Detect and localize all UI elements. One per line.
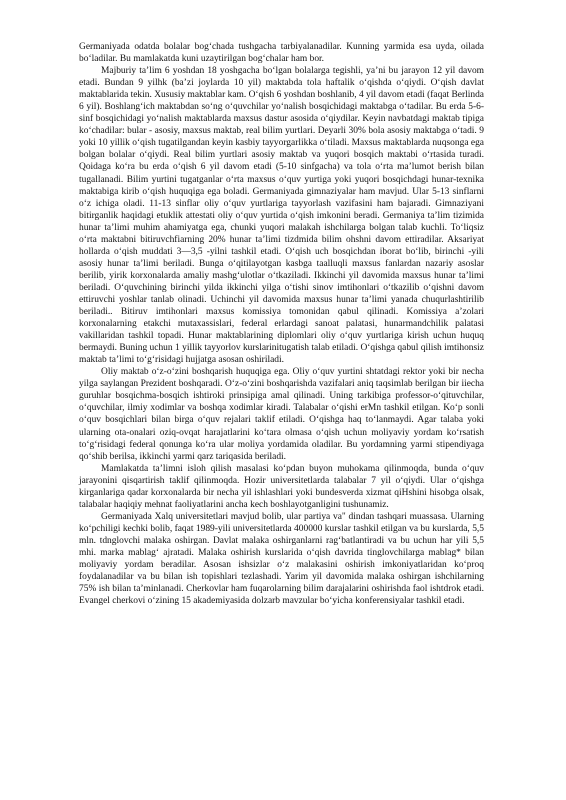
paragraph: Germaniyada Xalq universitetlari mavjud bolib, ular partiya va" dindan tashqari muassasa. Ularning ko‘pchiligi kechki bolib, faqat 1989-yili universitetlarda 400000 kurslar tashkil etilgan va bu kurslarda, 5,5 mln. tdnglovchi malaka oshirgan. Davlat malaka oshirganlarni rag‘batlantiradi va bu uchun har yili 5,5 mhi. marka mablag‘ ajratadi. Malaka oshirish kurslarida o‘qish davrida tinglovchilarga mablag* bilan moliyaviy yordam beradilar. Asosan ishsizlar o‘z malakasini oshirish imkoniyatlaridan ko‘proq foydalanadilar va bu bilan ish topishlari tezlashadi. Yarim yil davomida malaka oshirgan ishchilarning 75% ish bilan ta’minlanadi. Cherkovlar ham fuqarolarning bilim darajalarini oshirishda faol ishtdrok etadi. Evangel cherkovi o‘zining 15 akademiyasida dolzarb mavzular bo‘yicha konferensiyalar tashkil etadi. <box>79 511 484 607</box>
paragraph: Majburiy ta’lim 6 yoshdan 18 yoshgacha bo‘lgan bolalarga tegishli, ya’ni bu jarayon 12 yil davom etadi. Bundan 9 yilhk (ba’zi joylarda 10 yil) maktabda tola haftalik o‘qishda o‘qiydi. O‘qish davlat maktablarida tekin. Xususiy maktablar kam. O‘qish 6 yoshdan boshlanib, 4 yil davom etadi (faqat Berlinda 6 yil). Boshlang‘ich maktabdan so‘ng o‘quvchilar yo‘nalish bosqichidagi maktabga o‘tadilar. Bu erda 5-6- sinf bosqichidagi yo‘nalish maktablarda maxsus dastur asosida o‘qiydilar. Keyin navbatdagi maktab tipiga ko‘chadilar: bular - asosiy, maxsus maktab, real bilim yurtlari. Deyarli 30% bola asosiy maktabga o‘tadi. 9 yoki 10 yillik o‘qish tugatilgandan keyin kasbiy tayyorgarlikka o‘tiladi. Maxsus maktablarda nuqsonga ega bolgan bolalar o‘qiydi. Real bilim yurtlari asosiy maktab va yuqori bosqich maktabi o‘rtasida turadi. Qoidaga ko‘ra bu erda o‘qish 6 yil davom etadi (5-10 sinfgacha) va tola o‘rta ma’lumot berish bilan tugallanadi. Bilim yurtini tugatganlar o‘rta maxsus o‘quv yurtiga yoki yuqori bosqichdagi hunar-texnika maktabiga kirib o‘qish huquqiga ega boladi. Germaniyada gimnaziyalar ham mavjud. Ular 5-13 sinflarni o‘z ichiga oladi. 11-13 sinflar oliy o‘quv yurtlariga tayyorlash vazifasini ham bajaradi. Gimnaziyani bitirganlik haqidagi etuklik attestati oliy o‘quv yurtida o‘qish imkonini beradi. Germaniya ta’lim tizimida hunar ta’limi muhim ahamiyatga ega, chunki yuqori malakah ishchilarga bolgan talab kuchli. To‘liqsiz o‘rta maktabni bitiruvchfiarning 20% hunar ta’limi tizdmida bilim ohshni davom ettiradilar. Aksariyat hollarda o‘qish muddati 3—3,5 -yilni tashkil etadi. O‘qish uch bosqichdan iborat bo‘lib, birinchi -yili asosiy hunar ta’limi beriladi. Bunga o‘qitilayotgan kasbga taalluqli maxsus fanlardan nazariy asoslar berilib, yirik korxonalarda amaliy mashg‘ulotlar o‘tkaziladi. Ikkinchi yil davomida maxsus hunar ta’limi beriladi. O‘quvchining birinchi yilda ikkinchi yilga o‘tishi sinov imtihonlari o‘tkazilib o‘qishni davom ettiruvchi yoshlar tanlab olinadi. Uchinchi yil davomida maxsus hunar ta’limi yanada chuqurlashtirilib beriladi.. Bitiruv imtihonlari maxsus komissiya tomonidan qabul qilinadi. Komissiya a’zolari korxonalarning etakchi mutaxassislari, federal erlardagi sanoat palatasi, hunarmandchilik palatasi vakillaridan tashkil topadi. Hunar maktablarining diplomlari oliy o‘quv yurtlariga kirish uchun huquq bermaydi. Buning uchun 1 yillik tayyorlov kurslarinitugatish talab etiladi. O‘qishga qabul qilish imtihonsiz maktab ta’limi to‘g‘risidagi hujjatga asosan oshiriladi. <box>79 66 484 366</box>
paragraph: Mamlakatda ta’limni isloh qilish masalasi ko‘pdan buyon muhokama qilinmoqda, bunda o‘quv jarayonini qisqartirish taklif qilinmoqda. Hozir universitetlarda talabalar 7 yil o‘qiydi. Ular o‘qishga kirganlariga qadar korxonalarda bir necha yil ishlashlari yoki bundesverda xizmat qiHshini hisobga olsak, talabalar haqiqiy mehnat faoliyatlarini ancha kech boshlayotganligini tushunamiz. <box>79 463 484 510</box>
paragraph: Germaniyada odatda bolalar bog‘chada tushgacha tarbiyalanadilar. Kunning yarmida esa uyda, oilada bo‘ladilar. Bu mamlakatda kuni uzaytirilgan bog‘chalar ham bor. <box>79 42 484 65</box>
paragraph: Oliy maktab o‘z-o‘zini boshqarish huquqiga ega. Oliy o‘quv yurtini shtatdagi rektor yoki bir necha yilga saylangan Prezident boshqaradi. O‘z-o‘zini boshqarishda vazifalari aniq taqsimlab berilgan bir iiecha guruhlar bosqichma-bosqich ishtiroki prinsipiga amal qilinadi. Uning tarkibiga professor-o‘qituvchilar, o‘quvchilar, ilmiy xodimlar va boshqa xodimlar kiradi. Talabalar o‘qishi erMn tashkil etilgan. Ko‘p sonli o‘quv bosqichlari bilan birga o‘quv rejalari taklif etiladi. O‘qishga haq to‘lanmaydi. Agar talaba yoki ularning ota-onalari oziq-ovqat harajatlarini ko‘tara olmasa o‘qish uchun moliyaviy yordam ko‘rsatish to‘g‘risidagi federal qonunga ko‘ra ular moliya yordamida oladilar. Bu yordamning yarmi stipendiyaga qo‘shib berilsa, ikkinchi yarmi qarz tariqasida beriladi. <box>79 367 484 462</box>
document-body <box>79 41 484 607</box>
